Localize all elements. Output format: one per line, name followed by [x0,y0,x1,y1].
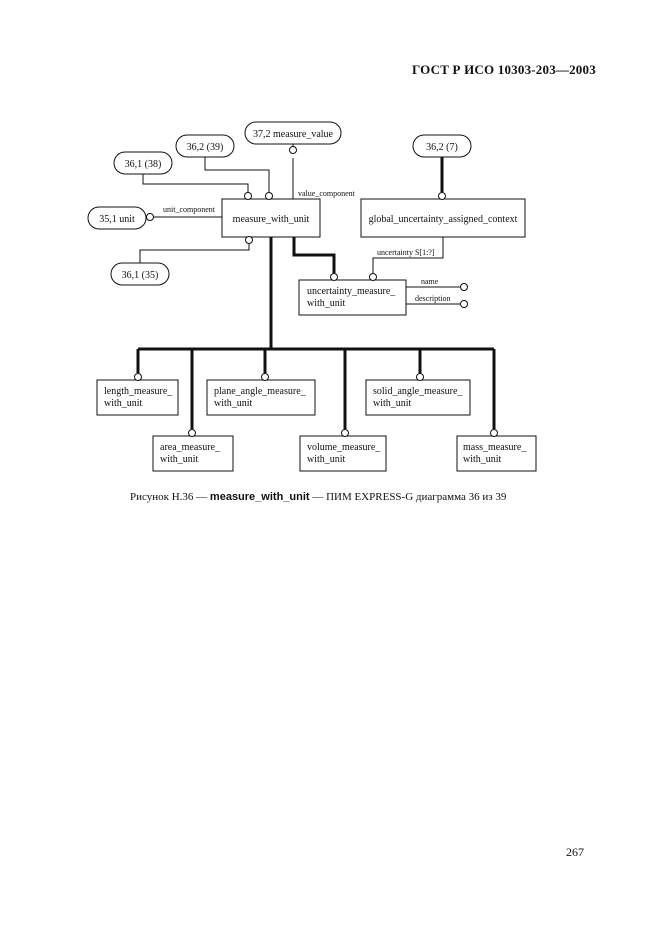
entity-solid-angle-measure-with-unit [366,380,470,415]
svg-text:global_uncertainty_assigned_co: global_uncertainty_assigned_context [368,214,518,225]
entity-uncertainty-measure-with-unit [299,280,406,315]
svg-text:uncertainty_measure_: uncertainty_measure_ [307,286,396,297]
svg-text:mass_measure_: mass_measure_ [463,442,527,453]
entity-global-uncertainty-assigned-context [361,199,525,237]
entity-mass-measure-with-unit [457,436,536,471]
entity-length-measure-with-unit [97,380,178,415]
svg-text:with_unit: with_unit [463,454,502,465]
ref-36-2-39 [176,135,234,157]
ref-36-2-7 [413,135,471,157]
document-header: ГОСТ Р ИСО 10303-203—2003 [412,62,596,77]
label-unit-component: unit_component [163,205,215,214]
svg-text:36,1 (38): 36,1 (38) [124,159,162,170]
page-number: 267 [566,845,584,859]
svg-text:with_unit: with_unit [160,454,199,465]
svg-text:with_unit: with_unit [373,398,412,409]
svg-text:volume_measure_: volume_measure_ [307,442,381,453]
svg-text:36,1 (35): 36,1 (35) [121,270,159,281]
label-description: description [415,294,451,303]
label-value-component: value_component [298,189,355,198]
ref-36-1-38 [114,152,172,174]
label-uncertainty: uncertainty S[1:?] [377,248,435,257]
svg-text:plane_angle_measure_: plane_angle_measure_ [214,386,306,397]
figure-caption [130,491,506,503]
ref-36-1-35 [111,263,169,285]
entity-measure-with-unit [222,199,320,237]
entity-plane-angle-measure-with-unit [207,380,315,415]
svg-text:measure_with_unit: measure_with_unit [232,214,310,225]
svg-text:36,2 (7): 36,2 (7) [426,142,458,153]
svg-text:with_unit: with_unit [307,298,346,309]
svg-text:solid_angle_measure_: solid_angle_measure_ [373,386,463,397]
ref-37-2-measure-value [245,122,341,144]
svg-text:37,2 measure_value: 37,2 measure_value [253,129,333,140]
svg-text:with_unit: with_unit [104,398,143,409]
svg-text:with_unit: with_unit [214,398,253,409]
entity-volume-measure-with-unit [300,436,386,471]
svg-text:length_measure_: length_measure_ [104,386,173,397]
svg-text:with_unit: with_unit [307,454,346,465]
svg-text:35,1 unit: 35,1 unit [99,214,135,225]
caption-entity: measure_with_unit [209,491,310,503]
caption-prefix: Рисунок H.36 — [130,491,210,503]
ref-35-1-unit [88,207,146,229]
caption-suffix: — ПИМ EXPRESS-G диаграмма 36 из 39 [309,491,507,503]
entity-area-measure-with-unit [153,436,233,471]
svg-text:area_measure_: area_measure_ [160,442,220,453]
svg-text:36,2 (39): 36,2 (39) [186,142,224,153]
label-name: name [421,277,439,286]
